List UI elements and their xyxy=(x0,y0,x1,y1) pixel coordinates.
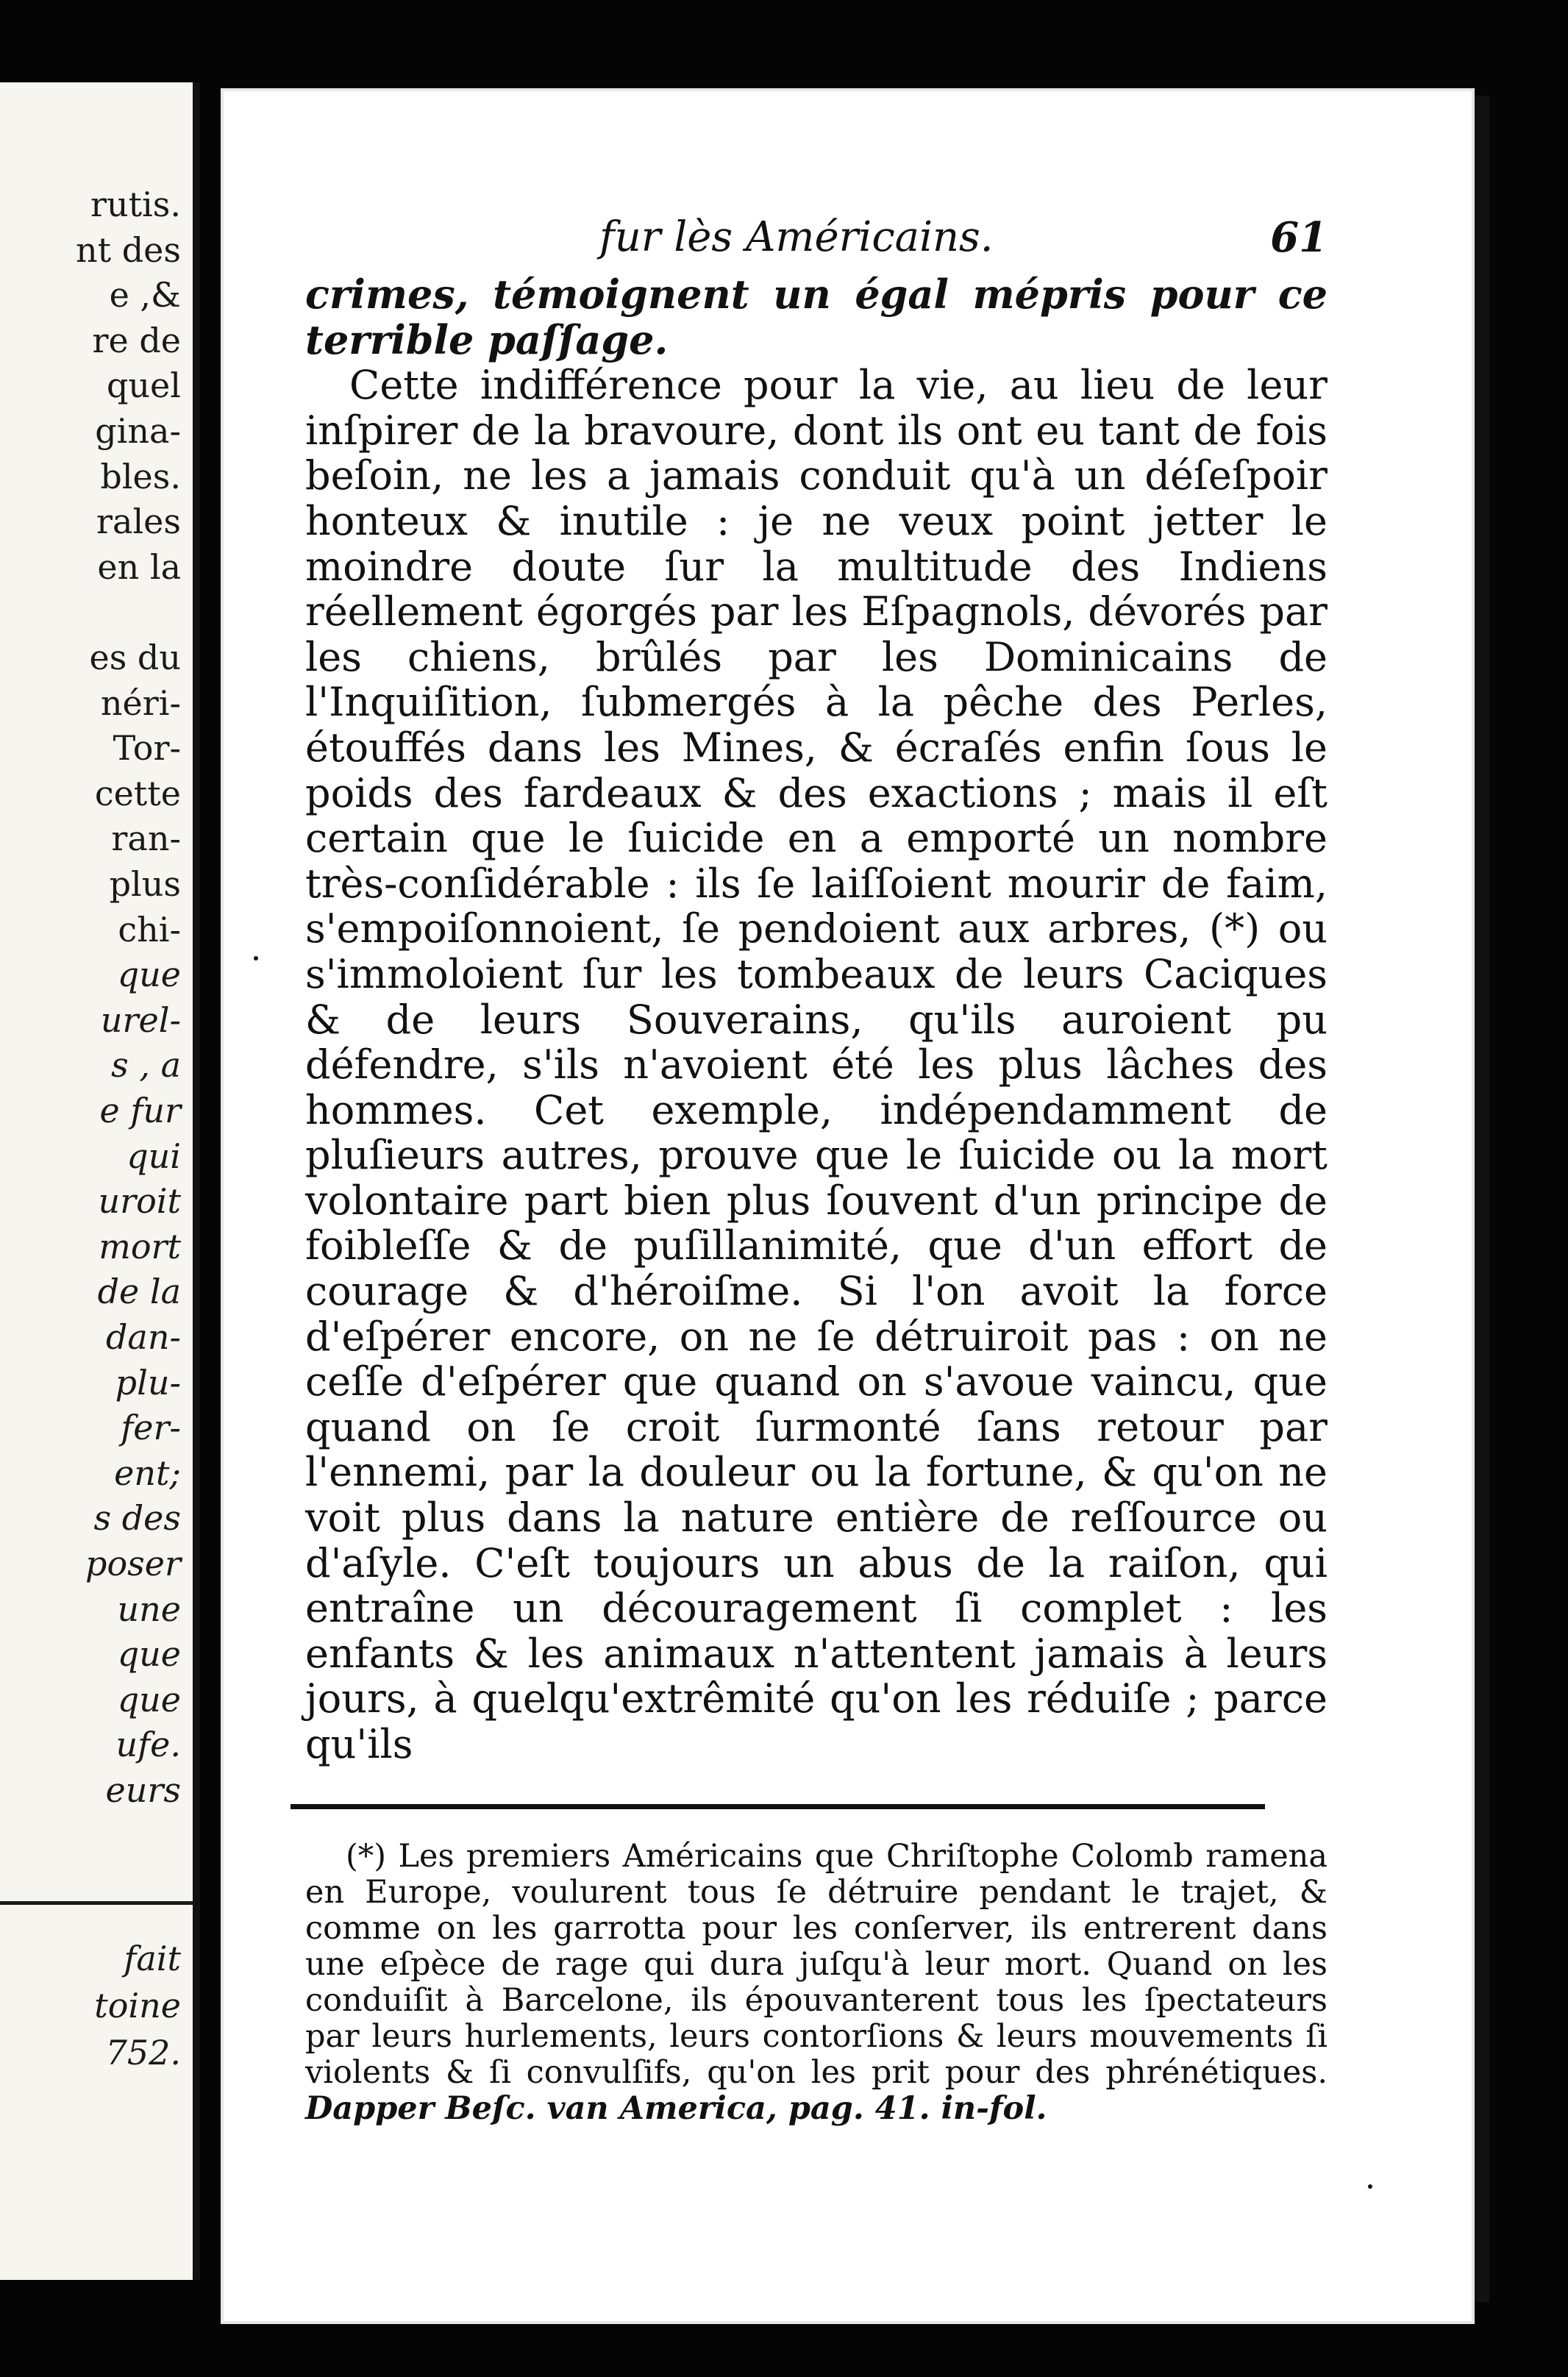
facing-page-line: rutis. xyxy=(90,185,181,224)
footnote xyxy=(305,1839,1328,2127)
book-page xyxy=(221,88,1475,2324)
facing-page-fragment xyxy=(0,82,200,2280)
facing-page-line: fait xyxy=(124,1939,181,1978)
facing-page-line: cette xyxy=(94,773,181,813)
facing-page-line: en la xyxy=(97,546,181,587)
main-paragraph: Cette indifférence pour la vie, au lieu de leur inſpirer de la bravoure, dont ils ont eu tant de fois beſoin, ne les a jamais conduit qu'à un déſeſpoir honteux & inutile : je ne veux point jetter le moindre doute ſur la multitude des Indiens réellement égorgés par les Eſpagnols, dévorés par les chiens, brûlés par les Dominicains de l'Inquiſition, ſubmergés à la pêche des Perles, étouffés dans les Mines, & écraſés enfin ſous le poids des fardeaux & des exactions ; mais il eſt certain que le ſuicide en a emporté un nombre très-conſidérable : ils ſe laiſſoient mourir de faim, s'empoiſonnoient, ſe pendoient aux arbres, (*) ou s'immoloient ſur les tombeaux de leurs Caciques & de leurs Souverains, qu'ils auroient pu défendre, s'ils n'avoient été les plus lâches des hommes. Cet exemple, indépendamment de pluſieurs autres, prouve que le ſuicide ou la mort volontaire part bien plus ſouvent d'un principe de foibleſſe & de puſillanimité, que d'un effort de courage & d'héroiſme. Si l'on avoit la force d'eſpérer encore, on ne ſe détruiroit pas : on ne ceſſe d'eſpérer que quand on s'avoue vaincu, que quand on ſe croit ſurmonté ſans retour par l'ennemi, par la douleur ou la fortune, & qu'on ne voit plus dans la nature entière de reſſource ou d'aſyle. C'eſt toujours un abus de la raiſon, qui entraîne un découragement ſi complet : les enfants & les animaux n'attentent jamais à leurs jours, à quelqu'extrêmité qu'on les réduiſe ; parce qu'ils xyxy=(305,362,1328,1767)
facing-page-line: re de xyxy=(92,320,181,360)
facing-page-line: néri- xyxy=(100,683,181,723)
page-number: 61 xyxy=(1270,213,1328,262)
facing-page-line: que xyxy=(117,955,181,995)
speck xyxy=(1368,2184,1372,2189)
facing-page-line: une xyxy=(117,1589,181,1629)
facing-page-line: fer- xyxy=(121,1408,181,1448)
facing-page-line: ent; xyxy=(114,1453,181,1493)
facing-page-line: e ,& xyxy=(109,275,181,316)
facing-page-line: s des xyxy=(93,1498,181,1539)
facing-page-line: quel xyxy=(106,366,181,406)
facing-page-line: nt des xyxy=(75,229,181,270)
facing-page-line: dan- xyxy=(105,1317,181,1357)
facing-page-line: e fur xyxy=(99,1091,181,1130)
facing-page-line: de la xyxy=(97,1272,181,1312)
running-title: fur lès Américains. xyxy=(599,213,994,261)
facing-page-line: es du xyxy=(89,638,181,677)
facing-page-line: uroit xyxy=(98,1181,181,1222)
facing-page-footnote-rule xyxy=(0,1901,193,1905)
page-content xyxy=(305,213,1328,2127)
facing-page-line: ran- xyxy=(111,819,181,859)
facing-page-line: Tor- xyxy=(113,728,181,769)
facing-page-line: gina- xyxy=(95,411,181,451)
facing-page-line: plu- xyxy=(115,1362,181,1403)
page-edge xyxy=(1475,96,1489,2302)
facing-page-line: s , a xyxy=(111,1045,181,1086)
footnote-text: (*) Les premiers Américains que Chriſtophe Colomb ramena en Europe, voulurent tous ſe détruire pendant le trajet, & comme on les garrotta pour les conſerver, ils entrerent dans une eſpèce de rage qui dura juſqu'à leur mort. Quand on les conduiſit à Barcelone, ils épouvanterent tous les ſpectateurs par leurs hurlements, leurs contorſions & leurs mouvements ſi violents & ſi convulſifs, qu'on les prit pour des phrénétiques. xyxy=(305,1837,1328,2091)
carryover-text: crimes, témoignent un égal mépris pour ce terrible paſſage. xyxy=(305,271,1328,363)
facing-page-line: urel- xyxy=(100,999,181,1040)
speck xyxy=(254,956,258,961)
running-head xyxy=(305,213,1328,272)
facing-page-line: que xyxy=(117,1634,181,1675)
facing-page-line: poser xyxy=(85,1544,181,1583)
body-text xyxy=(305,272,1328,1767)
facing-page-line: plus xyxy=(109,864,181,904)
facing-page-line: ufe. xyxy=(115,1725,181,1765)
facing-page-line: chi- xyxy=(118,909,181,949)
footnote-citation: Dapper Beſc. van America, pag. 41. in-fol. xyxy=(305,2089,1047,2127)
facing-page-line: rales xyxy=(96,502,181,542)
facing-page-line: qui xyxy=(126,1136,181,1176)
facing-page-line: eurs xyxy=(105,1770,181,1810)
facing-page-line: 752. xyxy=(105,2033,181,2073)
facing-page-line: toine xyxy=(94,1986,181,2025)
facing-page-line: bles. xyxy=(100,456,181,496)
facing-page-line: que xyxy=(117,1679,181,1720)
footnote-rule xyxy=(291,1804,1265,1809)
facing-page-line: mort xyxy=(99,1226,181,1266)
